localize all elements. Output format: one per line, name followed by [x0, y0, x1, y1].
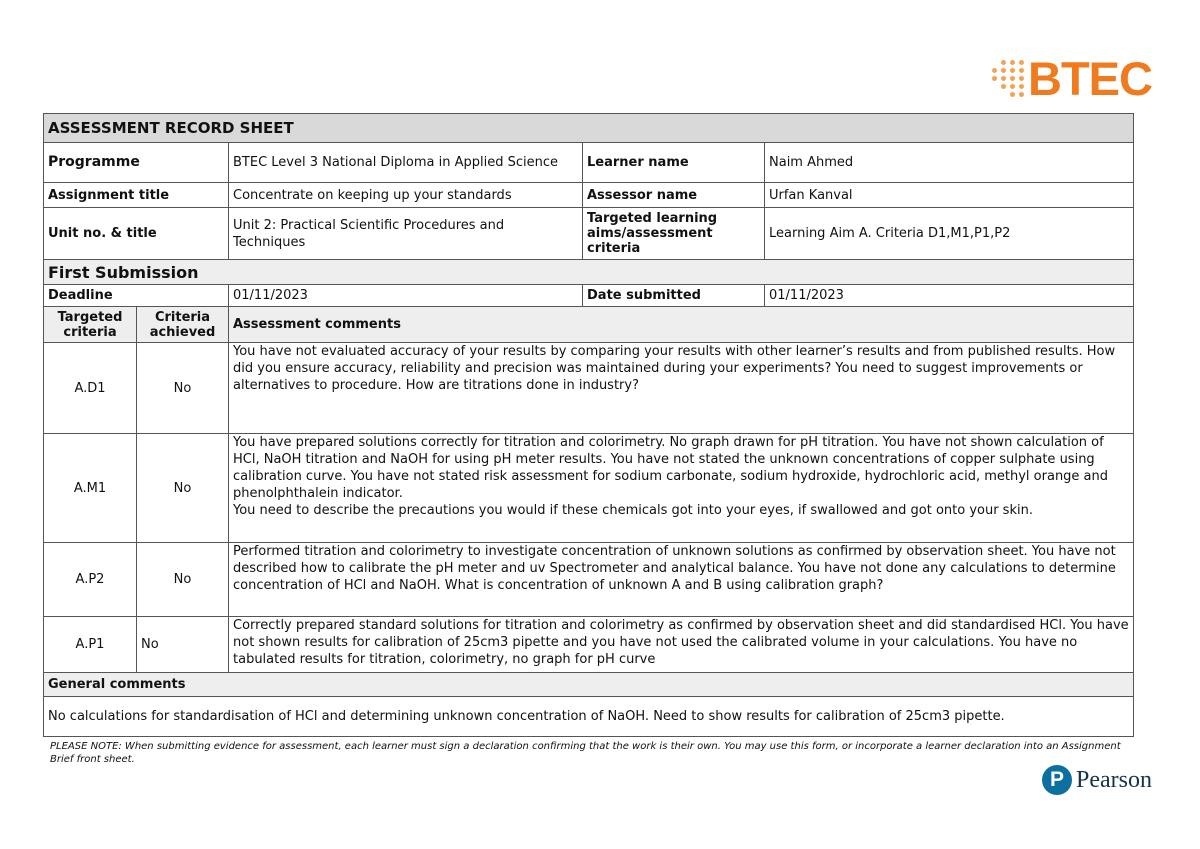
learner-name-value: Naim Ahmed [765, 143, 1134, 183]
achieved-cell: No [137, 434, 229, 543]
btec-logo [992, 50, 1152, 106]
date-submitted-label: Date submitted [583, 285, 765, 307]
targeted-aims-label: Targeted learning aims/assessment criteria [583, 208, 765, 260]
sheet-title: ASSESSMENT RECORD SHEET [44, 114, 1134, 143]
assignment-title-label: Assignment title [44, 183, 229, 208]
deadline-label: Deadline [44, 285, 229, 307]
submission-heading: First Submission [44, 260, 1134, 285]
learner-name-label: Learner name [583, 143, 765, 183]
criteria-achieved-header: Criteria achieved [137, 307, 229, 343]
btec-logo-text: BTEC [1028, 51, 1152, 105]
criteria-cell: A.D1 [44, 343, 137, 434]
targeted-criteria-header: Targeted criteria [44, 307, 137, 343]
achieved-cell: No [137, 617, 229, 673]
achieved-cell: No [137, 543, 229, 617]
assessment-record-table [43, 113, 1134, 737]
pearson-logo [1042, 765, 1152, 795]
comment-cell: Performed titration and colorimetry to investigate concentration of unknown solutions as confirmed by observation sheet. You have not described how to calibrate the pH meter and uv Spectrometer and analytical balance. You have not done any calculations to determine concentration of HCl and NaOH. What is concentration of unknown A and B using calibration graph? [229, 543, 1134, 617]
criteria-cell: A.P2 [44, 543, 137, 617]
table-row [44, 543, 1134, 617]
table-row [44, 434, 1134, 543]
criteria-cell: A.M1 [44, 434, 137, 543]
comment-cell [229, 434, 1134, 543]
unit-label: Unit no. & title [44, 208, 229, 260]
programme-label: Programme [44, 143, 229, 183]
assessment-comments-header: Assessment comments [229, 307, 1134, 343]
unit-value: Unit 2: Practical Scientific Procedures and Techniques [229, 208, 583, 260]
comment-text-extra: You need to describe the precautions you would if these chemicals got into your eyes, if swallowed and got onto your skin. [233, 503, 1033, 518]
date-submitted-value: 01/11/2023 [765, 285, 1134, 307]
targeted-aims-value: Learning Aim A. Criteria D1,M1,P1,P2 [765, 208, 1134, 260]
comment-text: You have prepared solutions correctly for titration and colorimetry. No graph drawn for pH titration. You have not shown calculation of HCl, NaOH titration and NaOH for using pH meter results. You have not stated the unknown concentrations of copper sulphate using calibration curve. You have not stated risk assessment for sodium carbonate, sodium hydroxide, hydrochloric acid, methyl orange and phenolphthalein indicator. [233, 435, 1109, 501]
programme-value: BTEC Level 3 National Diploma in Applied Science [229, 143, 583, 183]
comment-cell: Correctly prepared standard solutions for titration and colorimetry as confirmed by observation sheet and did standardised HCl. You have not shown results for calibration of 25cm3 pipette and you have not used the calibrated volume in your calculations. You have no tabulated results for titration, colorimetry, no graph for pH curve [229, 617, 1134, 673]
criteria-cell: A.P1 [44, 617, 137, 673]
assessor-name-label: Assessor name [583, 183, 765, 208]
assessor-name-value: Urfan Kanval [765, 183, 1134, 208]
achieved-cell: No [137, 343, 229, 434]
footer-note: PLEASE NOTE: When submitting evidence for assessment, each learner must sign a declaration confirming that the work is their own. You may use this form, or incorporate a learner declaration into an Assignment Brief front sheet. [50, 741, 1121, 765]
general-comments-label: General comments [44, 673, 1134, 697]
btec-dots-icon [992, 60, 1025, 97]
assignment-title-value: Concentrate on keeping up your standards [229, 183, 583, 208]
comment-cell: You have not evaluated accuracy of your results by comparing your results with other learner’s results and from published results. How did you ensure accuracy, reliability and precision was maintained during your experiments? You need to suggest improvements or alternatives to procedure. How are titrations done in industry? [229, 343, 1134, 434]
deadline-value: 01/11/2023 [229, 285, 583, 307]
pearson-logo-text: Pearson [1076, 766, 1152, 793]
pearson-p-icon: P [1042, 765, 1072, 795]
general-comments-value: No calculations for standardisation of HCl and determining unknown concentration of NaOH. Need to show results for calibration of 25cm3 pipette. [44, 697, 1134, 737]
table-row [44, 617, 1134, 673]
table-row [44, 343, 1134, 434]
